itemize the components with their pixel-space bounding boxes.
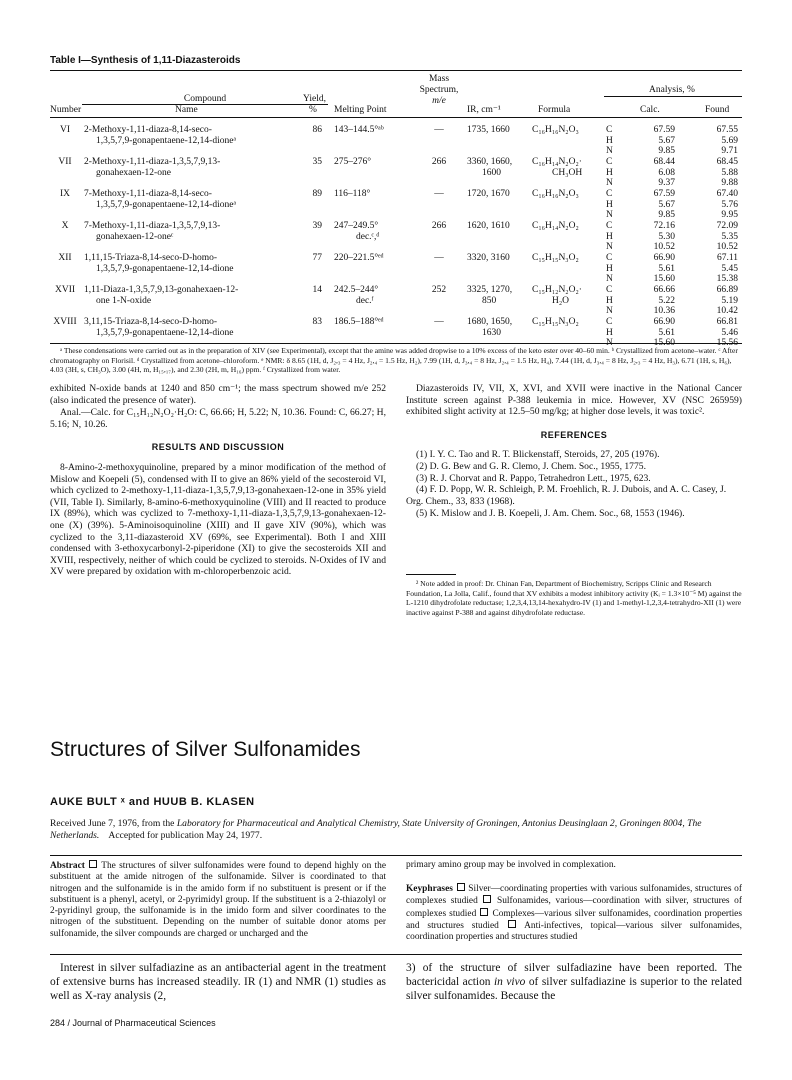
row-formula-line-1: C₁₆H₁₆N₂O₃ <box>532 125 579 135</box>
row-ir-line-1: 1735, 1660 <box>467 125 510 135</box>
intro-right-part-2: of silver sulfadiazine is superior to the related silver sulfonamides. Because the <box>406 976 742 1003</box>
row-name-line-2: 1,3,5,7,9-gonapentaene-12,14-dione <box>96 263 234 274</box>
table-title: Table I—Synthesis of 1,11-Diazasteroids <box>50 55 241 66</box>
row-found-value: 66.81 <box>716 317 738 327</box>
square-icon <box>457 883 465 891</box>
row-element: N <box>606 274 613 284</box>
row-name-line-1: 2-Methoxy-1,11-diaza-1,3,5,7,9,13- <box>84 157 221 167</box>
row-calc-value: 67.59 <box>653 189 675 199</box>
row-found-value: 67.40 <box>716 189 738 199</box>
header-melting-point: Melting Point <box>334 105 387 115</box>
accepted-date: Accepted for publication May 24, 1977. <box>108 829 263 841</box>
left-paragraph-results: 8-Amino-2-methoxyquinoline, prepared by a minor modification of the method of Mislow and Koepeli (5), condensed with II to give an 86% yield of the secosteroid VI, which cyclized to 2-methoxy-1,11-diaza-1,3,5,7,9,13-gonahexaen-12-one in 35% yield (VII, Table I). Similarly, 8-amino-6-methoxyquinoline (VIII) and II reacted to produce IX (89%), which was cyclized to 7-methoxy-1,11-diaza-1,3,5,7,9,13-gonahexaen-12-one (X) (39%). 5-Aminoisoquinoline (XIII) and II gave XIV (90%), which was cyclized to the 3,11-diazasteroid XV (69%, see Experimental). Both I and XIII condensed with 3-ethoxycarbonyl-2-piperidone (XI) to give the secosteroids XII and XVIII, respectively, neither of which could be cyclized to steroids. N-Oxides of IV and XV were prepared by oxidation with m-chloroperbenzoic acid. <box>50 462 386 578</box>
note-rule <box>406 574 456 575</box>
row-found-value: 5.88 <box>721 167 738 178</box>
row-ir-line-1: 3360, 1660, <box>467 157 513 167</box>
row-formula-line-2: H₂O <box>552 295 570 306</box>
compound-rule <box>82 104 328 105</box>
row-element: C <box>606 125 613 135</box>
article-authors: AUKE BULT ˣ and HUUB B. KLASEN <box>50 796 255 808</box>
row-melting-point: 143–144.5°ᵃᵇ <box>334 125 384 135</box>
row-yield: 77 <box>312 253 322 263</box>
row-melting-point: 186.5–188°ᵉᵈ <box>334 317 384 327</box>
row-found-value: 5.45 <box>721 263 738 274</box>
row-yield: 86 <box>312 125 322 135</box>
header-mass-2: Spectrum, <box>419 85 459 95</box>
abstract <box>50 860 386 940</box>
row-calc-value: 67.59 <box>653 125 675 135</box>
page-footer: 284 / Journal of Pharmaceutical Sciences <box>50 1018 216 1028</box>
row-number: XVII <box>54 285 76 295</box>
row-calc-value: 15.60 <box>653 338 675 348</box>
square-icon <box>483 895 491 903</box>
row-name-line-1: 1,11,15-Triaza-8,14-seco-D-homo- <box>84 253 218 263</box>
row-element: H <box>606 199 613 210</box>
row-calc-value: 66.90 <box>653 317 675 327</box>
row-calc-value: 15.60 <box>653 274 675 284</box>
row-calc-value: 10.36 <box>653 306 675 316</box>
row-name-line-1: 3,11,15-Triaza-8,14-seco-D-homo- <box>84 317 218 327</box>
row-element: H <box>606 327 613 338</box>
row-element: H <box>606 135 613 146</box>
row-yield: 35 <box>312 157 322 167</box>
row-melting-point: 275–276° <box>334 157 372 167</box>
received-affiliation: Laboratory for Pharmaceutical and Analytical Chemistry, State University of Groningen, Antonius Deusinglaan 2, Groningen 8004, The Netherlands. <box>50 818 702 841</box>
abstract-text: The structures of silver sulfonamides were found to depend highly on the substituent at the amide nitrogen of the sulfonamide. Silver is coordinated to that nitrogen and the sulfonamide is in the amido form if no substituent is present or if the substituent is a phenyl, acetyl, or 2-pyrimidyl group. If the substituent is a 2-thiazolyl or 2-pyridinyl group, the sulfonamide is in the imido form and silver coordinates to the nitrogen of the substituent. Depending on the number of suitable donor atoms per sulfonamide, the silver compounds are charged or uncharged and the <box>50 861 386 939</box>
row-found-value: 72.09 <box>716 221 738 231</box>
keyphrases <box>406 883 742 943</box>
keyphrase-item: Sulfonamides, various—coordination with silver, structures of complexes studied <box>406 896 742 919</box>
row-element: N <box>606 210 613 220</box>
row-melting-point: 242.5–244° <box>334 285 379 295</box>
row-melting-point: 116–118° <box>334 189 371 199</box>
row-calc-value: 72.16 <box>653 221 675 231</box>
row-calc-value: 9.85 <box>658 146 675 156</box>
row-found-value: 9.88 <box>721 178 738 188</box>
row-found-value: 9.71 <box>721 146 738 156</box>
row-element: N <box>606 146 613 156</box>
reference-item: (5) K. Mislow and J. B. Koepeli, J. Am. Chem. Soc., 68, 1553 (1946). <box>416 507 685 519</box>
row-melting-point: 247–249.5° <box>334 221 379 231</box>
row-element: H <box>606 263 613 274</box>
row-mass-spectrum: 252 <box>431 285 447 295</box>
intro-right <box>406 961 742 1004</box>
left-paragraph-1: exhibited N-oxide bands at 1240 and 850 cm⁻¹; the mass spectrum showed m/e 252 (also indicated the presence of water). <box>50 383 386 406</box>
intro-left: Interest in silver sulfadiazine as an antibacterial agent in the treatment of extensive burns has increased steadily. IR (1) and NMR (1) studies as well as X-ray analysis (2, <box>50 962 386 1003</box>
intro-right-part-1: 3) of the structure of silver sulfadiazine have been reported. The bactericidal action <box>406 962 742 989</box>
row-mass-spectrum: — <box>434 189 444 199</box>
row-element: C <box>606 253 613 263</box>
header-compound: Compound <box>183 94 227 104</box>
row-name-line-2: one 1-N-oxide <box>96 295 152 306</box>
row-calc-value: 9.85 <box>658 210 675 220</box>
reference-item: (2) D. G. Bew and G. R. Clemo, J. Chem. Soc., 1955, 1775. <box>416 460 646 472</box>
row-calc-value: 66.66 <box>653 285 675 295</box>
row-found-value: 5.35 <box>721 231 738 242</box>
header-formula: Formula <box>538 105 571 115</box>
row-name-line-2: 1,3,5,7,9-gonapentaene-12,14-dioneᵃ <box>96 199 237 210</box>
table-bottom-rule <box>50 343 742 344</box>
header-yield: Yield, <box>303 94 326 104</box>
row-mass-spectrum: — <box>434 317 444 327</box>
reference-item: (4) F. D. Popp, W. R. Schleigh, P. M. Froehlich, R. J. Dubois, and A. C. Casey, J. Org. Chem., 33, 833 (1968). <box>406 484 727 507</box>
row-found-value: 68.45 <box>716 157 738 167</box>
row-found-value: 5.69 <box>721 135 738 146</box>
row-element: C <box>606 221 613 231</box>
row-name-line-1: 1,11-Diaza-1,3,5,7,9,13-gonahexaen-12- <box>84 285 239 295</box>
row-name-line-2: gonahexaen-12-oneᶜ <box>96 231 174 242</box>
header-ir: IR, cm⁻¹ <box>467 105 501 115</box>
row-found-value: 15.56 <box>716 338 738 348</box>
header-mass-1: Mass <box>428 74 450 84</box>
row-calc-value: 5.67 <box>658 135 675 146</box>
row-found-value: 10.52 <box>716 242 738 252</box>
row-name-line-1: 7-Methoxy-1,11-diaza-8,14-seco- <box>84 189 212 199</box>
right-paragraph-1: Diazasteroids IV, VII, X, XVI, and XVII were inactive in the National Cancer Institute screen against P-388 leukemia in mice. However, XV (NSC 265959) exhibited slight activity at 12.5–50 mg/kg; at higher dose levels, it was toxic². <box>406 383 742 418</box>
row-element: N <box>606 178 613 188</box>
row-calc-value: 5.67 <box>658 199 675 210</box>
row-ir-line-1: 1720, 1670 <box>467 189 510 199</box>
keyphrase-item: Silver—coordinating properties with various sulfonamides, structures of complexes studied <box>406 884 742 907</box>
row-ir-line-1: 1620, 1610 <box>467 221 510 231</box>
row-number: XII <box>58 253 72 263</box>
header-number: Number <box>50 105 82 115</box>
row-yield: 14 <box>312 285 322 295</box>
reference-item: (1) I. Y. C. Tao and R. T. Blickenstaff, Steroids, 27, 205 (1976). <box>416 449 660 460</box>
row-found-value: 5.76 <box>721 199 738 210</box>
row-calc-value: 9.37 <box>658 178 675 188</box>
row-name-line-2: 1,3,5,7,9-gonapentaene-12,14-dione <box>96 327 234 338</box>
row-found-value: 5.19 <box>721 295 738 306</box>
row-yield: 83 <box>312 317 322 327</box>
keyphrases-items <box>406 884 742 942</box>
row-element: H <box>606 231 613 242</box>
reference-item: (3) R. J. Chorvat and R. Pappo, Tetrahedron Lett., 1975, 623. <box>416 472 651 484</box>
row-ir-line-1: 3325, 1270, <box>467 285 513 295</box>
row-mass-spectrum: 266 <box>431 221 447 231</box>
intro-right-emphasis: in vivo <box>493 976 526 989</box>
row-formula-line-1: C₁₆H₁₄N₂O₂ <box>532 221 579 231</box>
row-name-line-2: 1,3,5,7,9-gonapentaene-12,14-dioneᵃ <box>96 135 237 146</box>
square-icon <box>508 920 516 928</box>
row-number: VI <box>59 125 71 135</box>
row-element: H <box>606 295 613 306</box>
row-ir-line-2: 850 <box>482 295 497 306</box>
table-top-rule <box>50 70 742 71</box>
row-mass-spectrum: — <box>434 253 444 263</box>
keyphrase-item: Anti-infectives, topical—various silver sulfonamides, coordination properties and structures studied <box>406 920 742 943</box>
row-calc-value: 6.08 <box>658 167 675 178</box>
abstract-label: Abstract <box>50 861 85 871</box>
row-ir-line-1: 1680, 1650, <box>467 317 513 327</box>
row-element: N <box>606 242 613 252</box>
row-calc-value: 68.44 <box>653 157 675 167</box>
article-title: Structures of Silver Sulfonamides <box>50 738 361 761</box>
table-header-rule <box>50 117 742 118</box>
row-number: XVIII <box>53 317 77 327</box>
row-element: N <box>606 338 613 348</box>
abstract-bottom-rule <box>50 954 742 955</box>
row-calc-value: 5.30 <box>658 231 675 242</box>
row-formula-line-1: C₁₆H₁₆N₂O₃ <box>532 189 579 199</box>
row-found-value: 10.42 <box>716 306 738 316</box>
analysis-rule <box>604 96 742 97</box>
row-number: X <box>61 221 69 231</box>
abstract-top-rule <box>50 855 742 856</box>
row-element: C <box>606 285 613 295</box>
row-mass-spectrum: 266 <box>431 157 447 167</box>
row-formula-line-1: C₁₅H₁₂N₂O₂· <box>532 285 582 295</box>
table-footnote: ᵃ These condensations were carried out as in the preparation of XIV (see Experimental), except that the amine was added dropwise to a 10% excess of the keto ester over 40–60 min. ᵇ Crystallized from acetone–water. ᶜ After chromatography on Florisil. ᵈ Crystallized from acetone–chloroform. ᵉ NMR: δ 8.65 (1H, d, J₂,₃ = 4 Hz, J₂,₄ = 1.5 Hz, H₂), 7.99 (1H, d, J₃,₄ = 8 Hz, J₂,₄ = 1.5 Hz, H₄), 7.44 (1H, d, J₃,₄ = 8 Hz, J₂,₃ = 4 Hz, H₃), 6.71 (1H, s, H₆), 4.03 (3H, s, CH₃O), 3.00 (4H, m, H₁₅,₁₇), and 2.30 (2H, m, H₁₆) ppm. ᶠ Crystallized from water. <box>50 346 738 374</box>
row-found-value: 5.46 <box>721 327 738 338</box>
keyphrase-item: Complexes—various silver sulfonamides, coordination properties and structures studied <box>406 908 742 931</box>
row-element: C <box>606 317 613 327</box>
row-element: C <box>606 157 613 167</box>
row-formula-line-2: CH₃OH <box>552 167 583 178</box>
row-found-value: 67.55 <box>716 125 738 135</box>
row-calc-value: 5.61 <box>658 327 675 338</box>
received-line <box>50 818 742 841</box>
square-icon <box>480 908 488 916</box>
note-added-in-proof: ² Note added in proof: Dr. Chinan Fan, Department of Biochemistry, Scripps Clinic and Research Foundation, La Jolla, Calif., found that XV exhibits a modest inhibitory activity (Kᵢ = 1.3×10⁻⁵ M) against the L-1210 dihydrofolate reductase; 1,2,3,4,13,14-hexahydro-IV (1) and 1-methyl-1,2,3,4-tetrahydro-XII (1) were inactive against P-388 and against dihydrofolate reductase. <box>406 579 742 617</box>
row-formula-line-1: C₁₆H₁₄N₂O₂· <box>532 157 582 167</box>
abstract-continued: primary amino group may be involved in complexation. <box>406 860 616 870</box>
row-name-line-1: 2-Methoxy-1,11-diaza-8,14-seco- <box>84 125 212 135</box>
header-found: Found <box>705 105 730 115</box>
row-melting-point-line-2: dec.ᶠ <box>356 295 374 306</box>
row-found-value: 66.89 <box>716 285 738 295</box>
row-formula-line-1: C₁₅H₁₅N₃O₂ <box>532 317 579 327</box>
row-melting-point-line-2: dec.ᶜ,ᵈ <box>356 231 380 242</box>
row-element: H <box>606 167 613 178</box>
row-melting-point: 220–221.5°ᵉᵈ <box>334 253 384 263</box>
row-found-value: 15.38 <box>716 274 738 284</box>
header-name: Name <box>175 105 198 115</box>
row-mass-spectrum: — <box>434 125 444 135</box>
header-calc: Calc. <box>640 105 660 115</box>
row-found-value: 9.95 <box>721 210 738 220</box>
row-calc-value: 66.90 <box>653 253 675 263</box>
row-yield: 39 <box>312 221 322 231</box>
results-heading: RESULTS AND DISCUSSION <box>151 442 285 452</box>
row-number: VII <box>58 157 72 167</box>
row-yield: 89 <box>312 189 322 199</box>
header-mass-3: m/e <box>432 96 446 106</box>
header-yield-unit: % <box>309 105 317 115</box>
row-calc-value: 5.61 <box>658 263 675 274</box>
row-ir-line-2: 1630 <box>482 327 501 338</box>
row-ir-line-1: 3320, 3160 <box>467 253 510 263</box>
square-icon <box>89 860 97 868</box>
references-heading: REFERENCES <box>540 430 608 440</box>
row-formula-line-1: C₁₅H₁₅N₃O₂ <box>532 253 579 263</box>
row-found-value: 67.11 <box>716 253 738 263</box>
left-paragraph-anal: Anal.—Calc. for C₁₅H₁₂N₂O₂·H₂O: C, 66.66; H, 5.22; N, 10.36. Found: C, 66.27; H, 5.16; N, 10.26. <box>50 407 386 430</box>
row-name-line-2: gonahexaen-12-one <box>96 167 171 178</box>
received-prefix: Received June 7, 1976, from the <box>50 818 175 829</box>
row-calc-value: 5.22 <box>658 295 675 306</box>
row-element: N <box>606 306 613 316</box>
row-calc-value: 10.52 <box>653 242 675 252</box>
keyphrases-label: Keyphrases <box>406 884 453 894</box>
header-analysis: Analysis, % <box>649 85 695 95</box>
row-name-line-1: 7-Methoxy-1,11-diaza-1,3,5,7,9,13- <box>84 221 221 231</box>
row-element: C <box>606 189 613 199</box>
row-ir-line-2: 1600 <box>482 167 501 178</box>
row-number: IX <box>59 189 71 199</box>
